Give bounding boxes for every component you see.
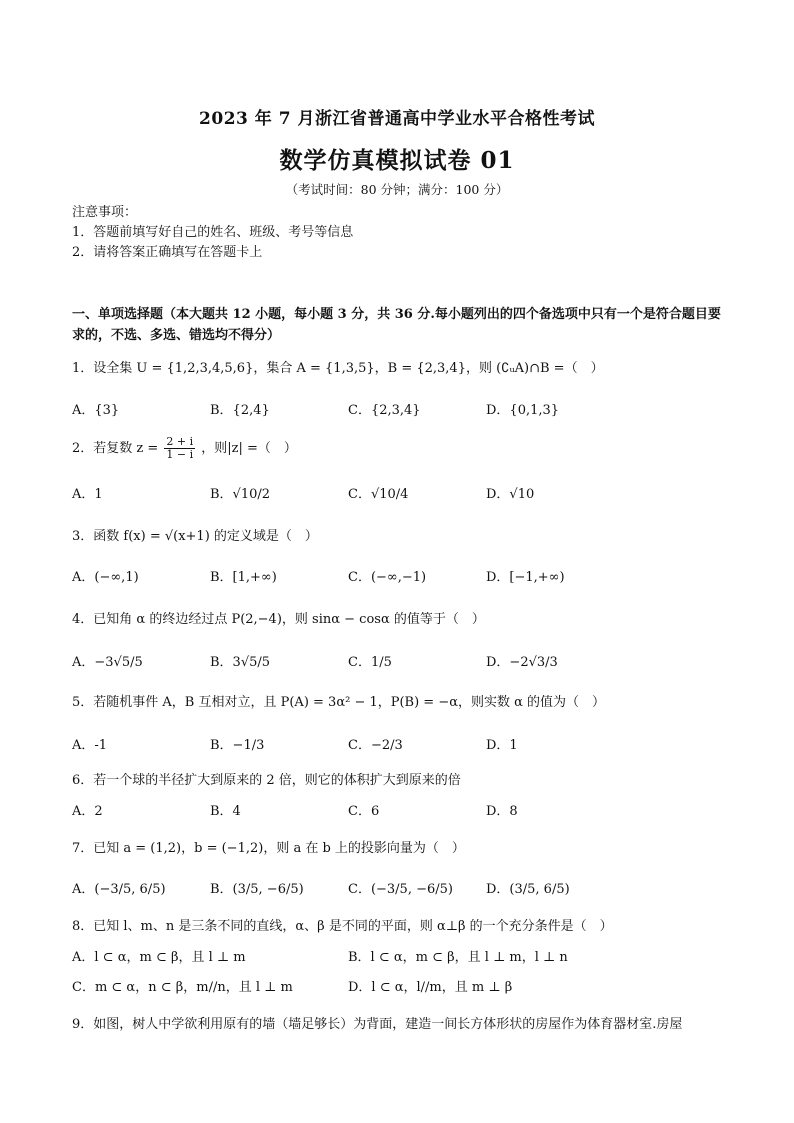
- q3-option-a: A．(−∞,1): [72, 570, 139, 585]
- q3-option-b: B．[1,+∞): [210, 570, 277, 585]
- q7-option-a: A．(−3/5, 6/5): [72, 882, 166, 897]
- q8-option-b: B．l ⊂ α，m ⊂ β，且 l ⊥ m，l ⊥ n: [348, 950, 568, 965]
- q1-option-c: C．{2,3,4}: [348, 403, 421, 418]
- q2-option-b: B．√10/2: [210, 487, 271, 502]
- q1-option-a: A．{3}: [72, 403, 120, 418]
- q6-option-b: B．4: [210, 804, 241, 819]
- notes-item: 1．答题前填写好自己的姓名、班级、考号等信息: [72, 225, 354, 240]
- q4-option-c: C．1/5: [348, 655, 392, 670]
- q2-fraction-denominator: 1 − i: [166, 448, 194, 461]
- q2-option-a: A．1: [72, 487, 103, 502]
- q7-option-b: B．(3/5, −6/5): [210, 882, 304, 897]
- q5-option-d: D．1: [486, 738, 518, 753]
- question-4-stem: 4．已知角 α 的终边经过点 P(2,−4)，则 sinα − cosα 的值等于（ ）: [72, 612, 485, 627]
- question-7-stem: 7．已知 a = (1,2)，b = (−1,2)，则 a 在 b 上的投影向量为（ ）: [72, 841, 465, 856]
- notes-item: 2．请将答案正确填写在答题卡上: [72, 245, 263, 260]
- question-2-stem: [72, 436, 297, 461]
- exam-title-line1: 2023 年 7 月浙江省普通高中学业水平合格性考试: [199, 109, 595, 129]
- q2-stem-post: ，则|z| =（ ）: [201, 441, 297, 456]
- section-heading: 一、单项选择题（本大题共 12 小题，每小题 3 分，共 36 分.每小题列出的四个备选项中只有一个是符合题目要求的，不选、多选、错选均不得分）: [72, 307, 721, 343]
- question-9-stem: 9．如图，树人中学欲利用原有的墙（墙足够长）为背面，建造一间长方体形状的房屋作为体育器材室.房屋: [72, 1017, 683, 1032]
- question-1-stem: 1．设全集 U = {1,2,3,4,5,6}，集合 A = {1,3,5}，B = {2,3,4}，则 (∁ᵤA)∩B =（ ）: [72, 361, 604, 376]
- q8-option-a: A．l ⊂ α，m ⊂ β，且 l ⊥ m: [72, 950, 246, 965]
- q2-fraction: [164, 436, 195, 461]
- question-6-stem: 6．若一个球的半径扩大到原来的 2 倍，则它的体积扩大到原来的倍: [72, 773, 461, 788]
- q8-option-c: C．m ⊂ α，n ⊂ β，m//n，且 l ⊥ m: [72, 980, 293, 995]
- exam-title-line2: 数学仿真模拟试卷 01: [279, 147, 515, 174]
- exam-subtitle: （考试时间：80 分钟；满分：100 分）: [285, 182, 509, 197]
- q3-option-c: C．(−∞,−1): [348, 570, 427, 585]
- q5-option-c: C．−2/3: [348, 738, 403, 753]
- q2-option-c: C．√10/4: [348, 487, 409, 502]
- q7-option-c: C．(−3/5, −6/5): [348, 882, 453, 897]
- q8-option-d: D．l ⊂ α，l//m，且 m ⊥ β: [348, 980, 513, 995]
- q1-option-b: B．{2,4}: [210, 403, 270, 418]
- question-8-stem: 8．已知 l、m、n 是三条不同的直线，α、β 是不同的平面，则 α⊥β 的一个充分条件是（ ）: [72, 919, 613, 934]
- q4-option-b: B．3√5/5: [210, 655, 271, 670]
- q4-option-d: D．−2√3/3: [486, 655, 558, 670]
- q4-option-a: A．−3√5/5: [72, 655, 143, 670]
- q6-option-a: A．2: [72, 804, 103, 819]
- q2-stem-pre: 2．若复数 z =: [72, 441, 159, 456]
- q6-option-d: D．8: [486, 804, 518, 819]
- q2-fraction-numerator: 2 + i: [166, 435, 194, 448]
- q2-option-d: D．√10: [486, 487, 535, 502]
- q5-option-b: B．−1/3: [210, 738, 265, 753]
- q3-option-d: D．[−1,+∞): [486, 570, 565, 585]
- q7-option-d: D．(3/5, 6/5): [486, 882, 570, 897]
- question-5-stem: 5．若随机事件 A，B 互相对立，且 P(A) = 3α² − 1，P(B) = −α，则实数 α 的值为（ ）: [72, 695, 606, 710]
- question-3-stem: 3．函数 f(x) = √(x+1) 的定义域是（ ）: [72, 529, 318, 544]
- q6-option-c: C．6: [348, 804, 380, 819]
- q1-option-d: D．{0,1,3}: [486, 403, 560, 418]
- notes-heading: 注意事项：: [72, 205, 138, 220]
- notes-block: [72, 203, 353, 263]
- q5-option-a: A．-1: [72, 738, 108, 753]
